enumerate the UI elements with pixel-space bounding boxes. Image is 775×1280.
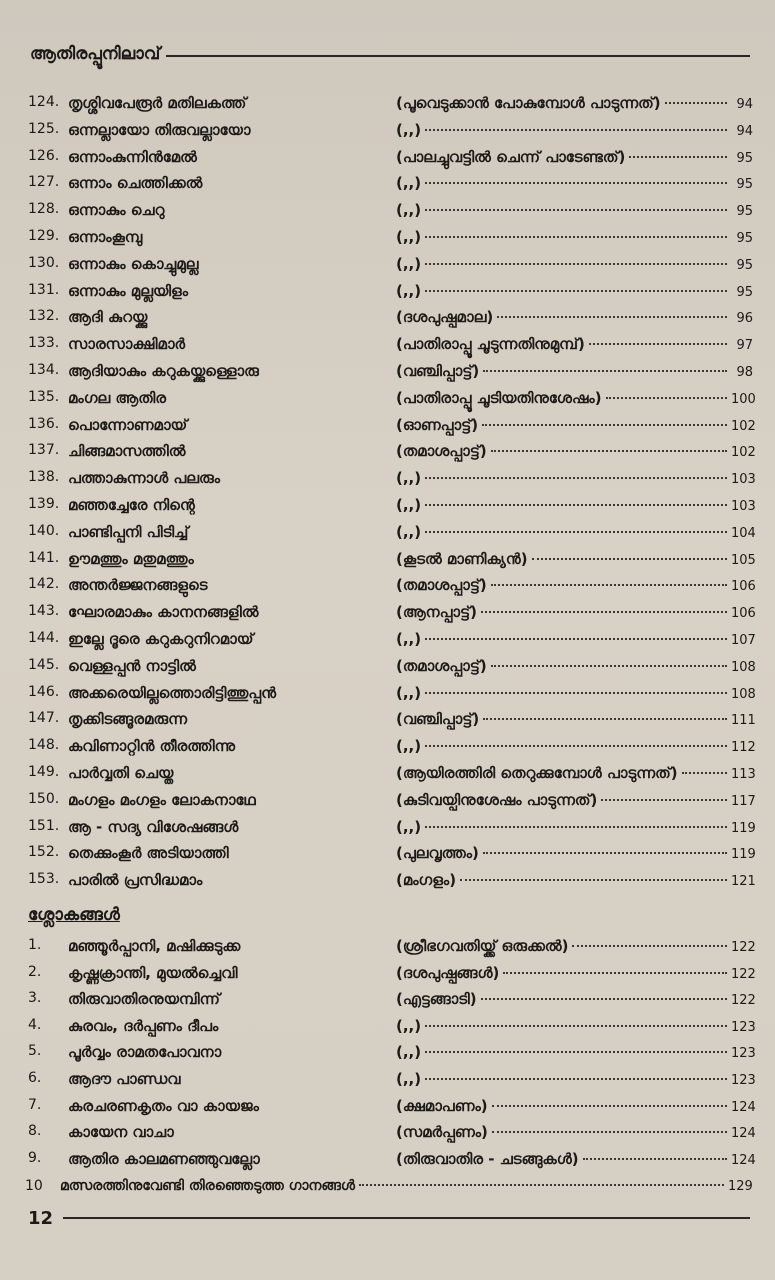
entry-number: 5.: [28, 1043, 42, 1060]
entry-description: (തമാശപ്പാട്ട്): [396, 442, 487, 461]
entry-title: ഊമത്തും മതുമത്തും: [68, 549, 194, 568]
dot-leader: [425, 1025, 727, 1027]
entry-number: 148.: [28, 737, 60, 754]
list-item: [28, 682, 756, 709]
entry-right: [396, 522, 756, 541]
dot-leader: [481, 998, 727, 1000]
entry-page: 106: [731, 579, 756, 595]
entry-title: വെള്ളപ്പൻ നാട്ടിൽ: [68, 656, 196, 675]
entry-title: ആതിര കാലമണഞ്ഞുവല്ലോ: [68, 1149, 260, 1168]
entry-page: 121: [731, 874, 756, 890]
running-header: [30, 42, 750, 66]
entry-number: 150.: [28, 790, 60, 807]
entry-description: (,,): [396, 1043, 422, 1062]
header-title: ആതിരപ്പൂനിലാവ്: [30, 44, 161, 64]
entry-page: 98: [736, 364, 753, 380]
entry-description: (,,): [396, 495, 422, 514]
entry-title: കൃഷ്ണക്രാന്തി, മുയൽച്ചെവി: [68, 963, 238, 982]
dot-leader: [425, 745, 727, 747]
entry-description: (ആനപ്പാട്ട്): [396, 603, 478, 622]
entry-title: ഇല്ലേ ദൂരെ കറുകറുനിറമായ്: [68, 629, 254, 648]
entry-title: ഒന്നല്ലായോ തിരുവല്ലായോ: [68, 120, 251, 139]
list-item: [28, 1068, 756, 1095]
entry-page: 95: [736, 204, 753, 220]
dot-leader: [425, 129, 727, 131]
entry-description: (ദശപുഷ്പങ്ങൾ): [396, 963, 500, 982]
entry-right: [396, 1069, 756, 1088]
entry-right: [396, 495, 756, 514]
entry-number: 151.: [28, 817, 60, 834]
dot-leader: [425, 263, 727, 265]
dot-leader: [425, 531, 727, 533]
entry-right: [396, 335, 753, 353]
entry-page: 96: [736, 311, 753, 327]
section-title: ശ്ലോകങ്ങൾ: [28, 905, 120, 925]
entry-number: 146.: [28, 683, 60, 700]
dot-leader: [460, 879, 727, 881]
entry-title: മഞ്ഞൂർപ്പാനി, മഷിക്കുടുക്ക: [68, 937, 241, 955]
entry-number: 127.: [28, 174, 60, 191]
entry-number: 125.: [28, 120, 60, 137]
entry-page: 123: [731, 1072, 756, 1088]
entry-right: [396, 1096, 756, 1115]
dot-leader: [482, 424, 727, 426]
entry-description: (തമാശപ്പാട്ട്): [396, 576, 487, 595]
list-item: [28, 1121, 756, 1148]
list-item: [28, 521, 756, 548]
entry-title: പത്താകുന്നാൾ പലരും: [68, 469, 221, 488]
dot-leader: [425, 504, 727, 506]
dot-leader: [497, 316, 727, 318]
entry-page: 113: [731, 766, 756, 782]
entry-page: 108: [731, 686, 756, 702]
dot-leader: [425, 638, 727, 640]
entry-title: സാരസാക്ഷിമാർ: [68, 335, 186, 354]
entry-title: കരചരണകൃതം വാ കായജം: [68, 1096, 259, 1115]
entry-title: മംഗളം മംഗളം ലോകനാഥേ: [68, 790, 256, 809]
entry-number: 128.: [28, 201, 60, 218]
entry-description: (ആയിരത്തിരി തെറുക്കുമ്പോൾ പാടുന്നത്): [396, 763, 678, 782]
entry-title: ആ - സദ്യ വിശേഷങ്ങൾ: [68, 817, 239, 836]
dot-leader: [629, 156, 727, 158]
entry-description: (,,): [396, 201, 422, 220]
entry-title: പൂർവ്വം രാമതപോവനാ: [68, 1043, 222, 1062]
entry-description: (പാതിരാപ്പൂ ചൂടിയതിനുശേഷം): [396, 388, 602, 407]
entry-title: ചിങ്ങമാസത്തിൽ: [68, 442, 186, 461]
list-item: [28, 387, 756, 414]
entry-right: [396, 710, 756, 729]
entry-title: ആദിയാകും കറുകയ്ക്കുള്ളൊരു: [68, 361, 259, 380]
dot-leader: [425, 692, 727, 694]
entry-right: [396, 871, 756, 890]
entry-number: 1.: [28, 937, 42, 953]
dot-leader: [359, 1184, 724, 1186]
page-footer: [28, 1206, 750, 1230]
list-item: [28, 1095, 756, 1122]
entry-page: 103: [731, 472, 756, 488]
dot-leader: [589, 343, 727, 345]
list-item: [28, 816, 756, 843]
entry-title: ഒന്നാകും കൊച്ചുമുല്ല: [68, 254, 199, 273]
entry-title: പാരിൽ പ്രസിദ്ധമാം: [68, 871, 203, 890]
dot-leader: [425, 290, 727, 292]
entry-title: പാർവ്വതി ചെയ്ത: [68, 763, 174, 782]
entry-right: [396, 362, 753, 380]
entry-right: [396, 121, 753, 139]
entry-number: 3.: [28, 990, 42, 1007]
entry-page: 123: [731, 1046, 756, 1062]
list-item: [28, 962, 756, 989]
entry-page: 95: [736, 257, 753, 273]
entry-title: ഒന്നാംകുന്നിൻമേൽ: [68, 147, 197, 166]
dot-leader: [606, 397, 727, 399]
list-item: [28, 146, 753, 173]
entry-description: (പാതിരാപ്പൂ ചൂടുന്നതിനുമുമ്പ്): [396, 335, 585, 354]
list-item: [28, 226, 753, 253]
dot-leader: [425, 1051, 727, 1053]
entry-page: 103: [731, 498, 756, 514]
dot-leader: [532, 558, 727, 560]
entry-number: 124.: [28, 94, 60, 110]
entry-page: 97: [736, 338, 753, 354]
entry-title: പാണ്ടിപ്പനി പിടിച്ച്: [68, 522, 189, 541]
entry-right: [396, 683, 756, 702]
list-item: [28, 789, 756, 816]
entry-title: ഒന്നാകും ചെറു: [68, 201, 165, 220]
entry-title: മത്സരത്തിനുവേണ്ടി തിരഞ്ഞെടുത്ത ഗാനങ്ങൾ: [60, 1178, 355, 1194]
entry-description: (ഓണപ്പാട്ട്): [396, 415, 479, 434]
entry-description: (വഞ്ചിപ്പാട്ട്): [396, 710, 480, 729]
list-item: [28, 360, 753, 387]
entry-right: [396, 656, 756, 675]
list-item: [28, 708, 756, 735]
entry-number: 137.: [28, 442, 60, 459]
entry-right: [396, 148, 753, 166]
list-item: [28, 1041, 756, 1068]
dot-leader: [491, 584, 727, 586]
entry-page: 124: [731, 1152, 756, 1168]
entry-description: (പുലവൃത്തം): [396, 844, 479, 863]
entry-title: ആദൗ പാണ്ഡവ: [68, 1069, 181, 1088]
header-rule: [166, 55, 750, 57]
entry-right: [396, 1123, 756, 1142]
entry-right: [396, 1016, 756, 1035]
entry-description: (എട്ടങ്ങാടി): [396, 990, 477, 1009]
entry-description: (ക്ഷമാപണം): [396, 1096, 488, 1115]
entry-number: 129.: [28, 227, 60, 244]
list-item: [28, 333, 753, 360]
entry-title: കായേന വാചാ: [68, 1123, 174, 1142]
entry-right: [396, 255, 753, 273]
entry-page: 105: [731, 552, 756, 568]
entry-right: [396, 442, 756, 461]
entry-page: 122: [731, 993, 756, 1009]
entry-title: തെക്കുംകൂർ അടിയാത്തി: [68, 844, 229, 863]
entry-right: [396, 94, 753, 112]
songs-list: [28, 92, 756, 896]
entry-description: (,,): [396, 174, 422, 193]
entry-right: [396, 629, 756, 648]
entry-title: പൊന്നോണമായ്: [68, 415, 188, 434]
entry-description: (പൂവെടുക്കാൻ പോകുമ്പോൾ പാടുന്നത്): [396, 94, 661, 112]
list-item: [28, 253, 753, 280]
dot-leader: [492, 1131, 727, 1133]
entry-right: [396, 201, 753, 219]
list-item: [28, 869, 756, 896]
list-item: [28, 306, 753, 333]
list-item: [28, 574, 756, 601]
entry-right: [396, 308, 753, 326]
list-item: [28, 628, 756, 655]
list-item: [28, 494, 756, 521]
list-item: [28, 92, 753, 119]
entry-page: 100: [731, 391, 756, 407]
entry-right: [396, 1043, 756, 1062]
entry-page: 124: [731, 1126, 756, 1142]
entry-description: (,,): [396, 737, 422, 756]
list-item: [28, 988, 756, 1015]
entry-right: [396, 603, 756, 622]
entry-number: 147.: [28, 710, 60, 727]
list-item: [28, 440, 756, 467]
entry-number: 142.: [28, 576, 60, 593]
entry-page: 104: [731, 525, 756, 541]
entry-title: ഘോരമാകും കാനനങ്ങളിൽ: [68, 603, 259, 622]
dot-leader: [483, 852, 727, 854]
entry-page: 95: [736, 230, 753, 246]
entry-page: 95: [736, 284, 753, 300]
entry-right: [396, 228, 753, 246]
entry-number: 152.: [28, 844, 60, 861]
entry-title: തൃക്കിടങ്ങൂരമരുന്ന: [68, 710, 188, 729]
list-item: [28, 601, 756, 628]
entry-title: ഒന്നാകും മുല്ലയിളം: [68, 281, 189, 300]
entry-page: 111: [731, 713, 756, 729]
entry-description: (മംഗളം): [396, 871, 457, 890]
entry-right: [396, 1149, 756, 1168]
entry-number: 138.: [28, 469, 60, 486]
entry-number: 6.: [28, 1069, 42, 1086]
list-item: [28, 414, 756, 441]
entry-right: [396, 817, 756, 836]
dot-leader: [682, 772, 727, 774]
entry-number: 143.: [28, 603, 60, 620]
list-item: [28, 467, 756, 494]
entry-number: 144.: [28, 629, 60, 646]
entry-page: 108: [731, 659, 756, 675]
entry-number: 145.: [28, 656, 60, 673]
entry-number: 153.: [28, 871, 60, 888]
entry-page: 123: [731, 1019, 756, 1035]
entry-right: [396, 469, 756, 488]
entry-description: (,,): [396, 1069, 422, 1088]
entry-page: 95: [736, 177, 753, 193]
dot-leader: [491, 450, 727, 452]
entry-description: (ദശപുഷ്പമാല): [396, 308, 494, 327]
entry-number: 130.: [28, 254, 60, 271]
dot-leader: [425, 236, 727, 238]
slokas-list: [28, 935, 756, 1174]
dot-leader: [572, 945, 727, 947]
entry-description: (ശ്രീഭഗവതിയ്ക്ക് ഒരുക്കൽ): [396, 937, 569, 955]
entry-description: (വഞ്ചിപ്പാട്ട്): [396, 361, 480, 380]
entry-description: (തമാശപ്പാട്ട്): [396, 656, 487, 675]
entry-page: 117: [731, 793, 756, 809]
entry-number: 2.: [28, 963, 42, 980]
entry-number: 133.: [28, 335, 60, 352]
dot-leader: [601, 799, 727, 801]
entry-title: ഒന്നാംകൂമ്പു: [68, 227, 143, 246]
dot-leader: [483, 370, 727, 372]
entry-description: (,,): [396, 120, 422, 139]
entry-page: 122: [731, 940, 756, 955]
entry-page: 119: [731, 820, 756, 836]
entry-description: (,,): [396, 629, 422, 648]
entry-description: (,,): [396, 683, 422, 702]
entry-right: [396, 790, 756, 809]
list-item: [28, 762, 756, 789]
entry-right: [396, 282, 753, 300]
entry-page: 102: [731, 418, 756, 434]
dot-leader: [425, 209, 727, 211]
entry-title: മംഗല ആതിര: [68, 388, 166, 407]
entry-description: (പാലച്ചുവട്ടിൽ ചെന്ന് പാടേണ്ടത്): [396, 147, 626, 166]
dot-leader: [492, 1105, 727, 1107]
entry-right: [396, 937, 756, 955]
entry-number: 140.: [28, 522, 60, 539]
entry-title: കവിണാറ്റിൻ തീരത്തിന്നു: [68, 737, 236, 756]
entry-title: കുരവം, ദർപ്പണം ദീപം: [68, 1016, 219, 1035]
entry-description: (തിരുവാതിര - ചടങ്ങുകൾ): [396, 1149, 579, 1168]
entry-title: ഒന്നാം ചെത്തിക്കൽ: [68, 174, 203, 193]
entry-page: 94: [736, 97, 753, 112]
entry-number: 10: [25, 1178, 43, 1194]
entry-description: (കുടിവയ്പിനുശേഷം പാടുന്നത്): [396, 790, 598, 809]
list-item: [28, 172, 753, 199]
entry-description: (കൂടൽ മാണിക്യൻ): [396, 549, 528, 568]
entry-number: 7.: [28, 1096, 42, 1113]
entry-page: 95: [736, 150, 753, 166]
entry-page: 112: [731, 740, 756, 756]
dot-leader: [425, 477, 727, 479]
entry-description: (,,): [396, 817, 422, 836]
entry-title: തൃശ്ശിവപേരൂർ മതിലകത്ത്: [68, 94, 247, 112]
entry-right: [396, 763, 756, 782]
entry-number: 135.: [28, 388, 60, 405]
footer-rule: [63, 1217, 750, 1219]
entry-right: [396, 415, 756, 434]
page-number: 12: [28, 1207, 54, 1229]
entry-right: [396, 990, 756, 1009]
list-item-last: [25, 1178, 753, 1200]
entry-number: 126.: [28, 147, 60, 164]
entry-number: 134.: [28, 361, 60, 378]
entry-right: [396, 388, 756, 407]
entry-page: 106: [731, 606, 756, 622]
dot-leader: [491, 665, 727, 667]
list-item: [28, 548, 756, 575]
list-item: [28, 119, 753, 146]
entry-page: 107: [731, 632, 756, 648]
entry-title: തിരുവാതിരനുയമ്പിന്ന്: [68, 990, 220, 1009]
entry-description: (,,): [396, 469, 422, 488]
entry-right: [396, 963, 756, 982]
dot-leader: [583, 1158, 727, 1160]
entry-description: (,,): [396, 1016, 422, 1035]
entry-right: [396, 174, 753, 192]
dot-leader: [481, 611, 727, 613]
entry-right: [396, 549, 756, 568]
dot-leader: [425, 182, 727, 184]
entry-number: 141.: [28, 549, 60, 566]
entry-right: [396, 737, 756, 756]
entry-page: 124: [731, 1099, 756, 1115]
entry-description: (,,): [396, 227, 422, 246]
dot-leader: [425, 1078, 727, 1080]
entry-description: (,,): [396, 522, 422, 541]
list-item: [28, 1148, 756, 1175]
entry-page: 119: [731, 847, 756, 863]
entry-title: അന്തർജ്ജനങ്ങളുടെ: [68, 576, 208, 595]
entry-number: 149.: [28, 763, 60, 780]
entry-description: (,,): [396, 281, 422, 300]
entry-title: അക്കരെയില്ലത്തൊരിട്ടിത്തുപ്പൻ: [68, 683, 277, 702]
entry-page: 129: [728, 1179, 753, 1194]
list-item: [28, 280, 753, 307]
dot-leader: [503, 972, 727, 974]
list-item: [28, 735, 756, 762]
entry-number: 8.: [28, 1123, 42, 1140]
dot-leader: [425, 826, 727, 828]
entry-number: 136.: [28, 415, 60, 432]
dot-leader: [665, 102, 727, 104]
list-item: [28, 199, 753, 226]
entry-page: 94: [736, 123, 753, 139]
entry-right: [396, 576, 756, 595]
list-item: [28, 655, 756, 682]
list-item: [28, 1015, 756, 1042]
entry-number: 9.: [28, 1149, 42, 1166]
entry-title: ആദി കുറയ്ക്കു: [68, 308, 148, 327]
entry-description: (,,): [396, 254, 422, 273]
entry-page: 102: [731, 445, 756, 461]
dot-leader: [483, 718, 727, 720]
entry-number: 131.: [28, 281, 60, 298]
entry-number: 132.: [28, 308, 60, 325]
list-item: [28, 935, 756, 962]
entry-number: 4.: [28, 1016, 42, 1033]
entry-number: 139.: [28, 495, 60, 512]
entry-title: മഞ്ഞച്ചേരേ നിന്റെ: [68, 495, 195, 514]
list-item: [28, 842, 756, 869]
entry-right: [396, 844, 756, 863]
entry-description: (സമർപ്പണം): [396, 1123, 488, 1142]
entry-page: 122: [731, 966, 756, 982]
